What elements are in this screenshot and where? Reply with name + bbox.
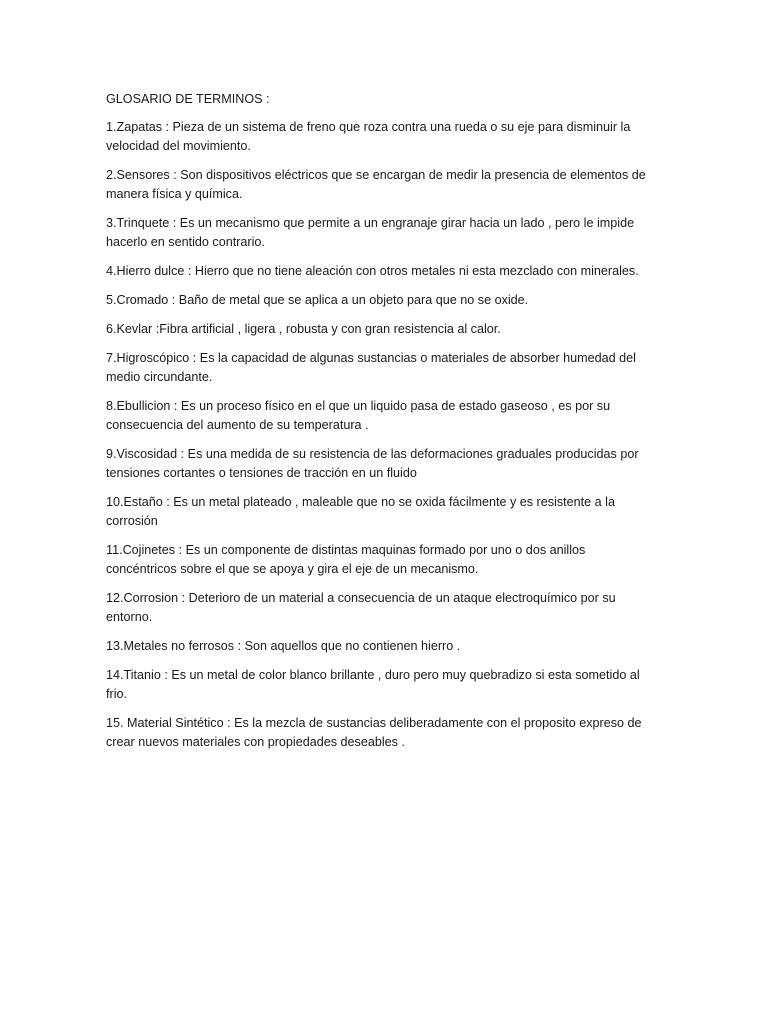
glossary-entry: 15. Material Sintético : Es la mezcla de sustancias deliberadamente con el proposito expreso de crear nuevos materiales con propiedades deseables .: [106, 716, 642, 749]
glossary-entry: 12.Corrosion : Deterioro de un material a consecuencia de un ataque electroquímico por su entorno.: [106, 591, 616, 624]
glossary-entry: 1.Zapatas : Pieza de un sistema de freno que roza contra una rueda o su eje para disminuir la velocidad del movimiento.: [106, 120, 631, 153]
document-body: [106, 90, 651, 762]
glossary-entry: 3.Trinquete : Es un mecanismo que permite a un engranaje girar hacia un lado , pero le impide hacerlo en sentido contrario.: [106, 216, 635, 249]
glossary-entry: 9.Viscosidad : Es una medida de su resistencia de las deformaciones graduales producidas por tensiones cortantes o tensiones de tracción en un fluido: [106, 447, 639, 480]
glossary-entry: 6.Kevlar :Fibra artificial , ligera , robusta y con gran resistencia al calor.: [106, 322, 501, 336]
glossary-entry: 8.Ebullicion : Es un proceso físico en el que un liquido pasa de estado gaseoso , es por su consecuencia del aumento de su temperatura .: [106, 399, 611, 432]
glossary-entry: 4.Hierro dulce : Hierro que no tiene aleación con otros metales ni esta mezclado con minerales.: [106, 264, 639, 278]
glossary-entry: 2.Sensores : Son dispositivos eléctricos que se encargan de medir la presencia de elementos de manera física y química.: [106, 168, 646, 201]
glossary-entry: 11.Cojinetes : Es un componente de distintas maquinas formado por uno o dos anillos concéntricos sobre el que se apoya y gira el eje de un mecanismo.: [106, 543, 586, 576]
glossary-entry: 5.Cromado : Baño de metal que se aplica a un objeto para que no se oxide.: [106, 293, 529, 307]
glossary-entry: 10.Estaño : Es un metal plateado , maleable que no se oxida fácilmente y es resistente a la corrosión: [106, 495, 615, 528]
glossary-entry: 14.Titanio : Es un metal de color blanco brillante , duro pero muy quebradizo si esta sometido al frio.: [106, 668, 640, 701]
document-title: GLOSARIO DE TERMINOS :: [106, 92, 270, 106]
glossary-entry: 7.Higroscópico : Es la capacidad de algunas sustancias o materiales de absorber humedad del medio circundante.: [106, 351, 636, 384]
glossary-entry: 13.Metales no ferrosos : Son aquellos que no contienen hierro .: [106, 639, 461, 653]
